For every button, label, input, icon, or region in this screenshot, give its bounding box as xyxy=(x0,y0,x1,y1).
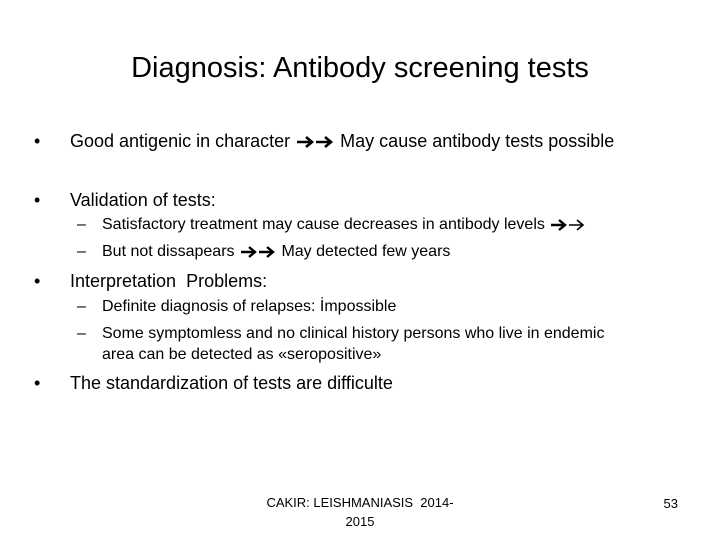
sub-bullet-2 xyxy=(77,243,450,261)
sub-dash: – xyxy=(77,216,86,233)
bullet-3-text: Interpretation Problems: xyxy=(70,271,268,291)
bullet-dot: • xyxy=(34,131,41,151)
double-arrow-right-icon xyxy=(240,245,276,259)
bullet-4 xyxy=(34,373,393,394)
bullet-3 xyxy=(34,271,267,292)
sub-bullet-3-text: Definite diagnosis of relapses: İmpossible xyxy=(102,298,397,315)
page-number: 53 xyxy=(663,496,678,511)
footer-line-2: 2015 xyxy=(345,514,375,529)
bullet-2 xyxy=(34,190,216,211)
bullet-4-text: The standardization of tests are difficulte xyxy=(70,373,393,393)
sub-bullet-2-text-post: May detected few years xyxy=(281,243,451,260)
bullet-1 xyxy=(34,131,614,152)
sub-dash: – xyxy=(77,298,86,315)
slide-title: Diagnosis: Antibody screening tests xyxy=(131,52,589,84)
sub-bullet-3 xyxy=(77,298,396,316)
sub-bullet-1-text: Satisfactory treatment may cause decreases in antibody levels xyxy=(102,216,545,233)
bullet-1-text-pre: Good antigenic in character xyxy=(70,131,291,151)
bullet-dot: • xyxy=(34,373,41,393)
sub-bullet-4-text-line1: Some symptomless and no clinical history persons who live in endemic xyxy=(102,325,605,342)
footer xyxy=(245,493,475,531)
bullet-dot: • xyxy=(34,271,41,291)
footer-line-1: CAKIR: LEISHMANIASIS 2014- xyxy=(266,495,454,510)
bullet-dot: • xyxy=(34,190,41,210)
double-arrow-right-icon xyxy=(550,218,586,232)
sub-bullet-1 xyxy=(77,216,587,234)
sub-bullet-4 xyxy=(77,325,604,343)
bullet-2-text: Validation of tests: xyxy=(70,190,216,210)
sub-dash: – xyxy=(77,325,86,342)
sub-dash: – xyxy=(77,243,86,260)
sub-bullet-4-continuation: area can be detected as «seropositive» xyxy=(102,346,382,363)
double-arrow-right-icon xyxy=(296,135,334,149)
sub-bullet-2-text-pre: But not dissapears xyxy=(102,243,235,260)
bullet-1-text-post: May cause antibody tests possible xyxy=(340,131,615,151)
